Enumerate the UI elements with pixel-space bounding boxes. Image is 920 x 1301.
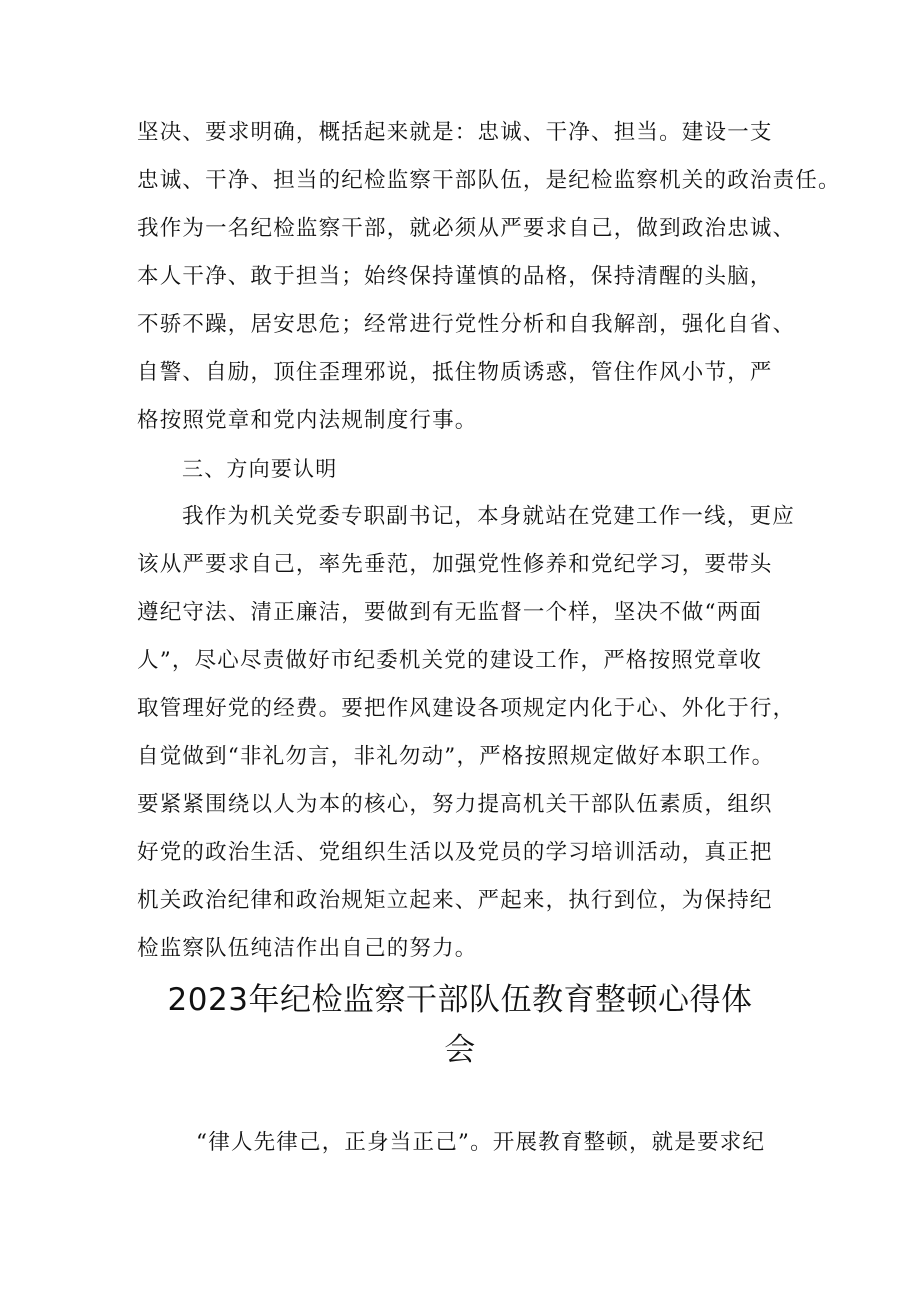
paragraph-line: 本人干净、敢于担当；始终保持谨慎的品格，保持清醒的头脑，: [137, 264, 773, 289]
paragraph-line: 我作为机关党委专职副书记，本身就站在党建工作一线，更应: [182, 504, 795, 529]
paragraph-line: 自觉做到“非礼勿言，非礼勿动”，严格按照规定做好本职工作。: [137, 744, 775, 769]
paragraph-line: 要紧紧围绕以人为本的核心，努力提高机关干部队伍素质，组织: [137, 792, 773, 817]
article-intro-line: “律人先律己，正身当正己”。开展教育整顿，就是要求纪: [196, 1130, 766, 1155]
paragraph-line: 遵纪守法、清正廉洁，要做到有无监督一个样，坚决不做“两面: [137, 600, 763, 625]
paragraph-line: 不骄不躁，居安思危；经常进行党性分析和自我解剖，强化自省、: [137, 312, 796, 337]
section-heading: 三、方向要认明: [182, 457, 338, 481]
paragraph-line: 格按照党章和党内法规制度行事。: [137, 408, 478, 433]
paragraph-line: 检监察队伍纯洁作出自己的努力。: [137, 936, 478, 961]
paragraph-line: 该从严要求自己，率先垂范，加强党性修养和党纪学习，要带头: [137, 552, 773, 577]
paragraph-line: 好党的政治生活、党组织生活以及党员的学习培训活动，真正把: [137, 840, 773, 865]
article-title-line-1: 2023年纪检监察干部队伍教育整顿心得体: [167, 982, 753, 1018]
paragraph-line: 忠诚、干净、担当的纪检监察干部队伍，是纪检监察机关的政治责任。: [137, 168, 841, 193]
paragraph-line: 坚决、要求明确，概括起来就是：忠诚、干净、担当。建设一支: [137, 120, 773, 145]
article-title-line-2: 会: [444, 1032, 476, 1068]
paragraph-line: 机关政治纪律和政治规矩立起来、严起来，执行到位，为保持纪: [137, 888, 773, 913]
paragraph-line: 自警、自励，顶住歪理邪说，抵住物质诱惑，管住作风小节，严: [137, 360, 773, 385]
paragraph-line: 人”，尽心尽责做好市纪委机关党的建设工作，严格按照党章收: [137, 648, 763, 673]
paragraph-line: 我作为一名纪检监察干部，就必须从严要求自己，做到政治忠诚、: [137, 216, 796, 241]
paragraph-line: 取管理好党的经费。要把作风建设各项规定内化于心、外化于行，: [137, 696, 796, 721]
